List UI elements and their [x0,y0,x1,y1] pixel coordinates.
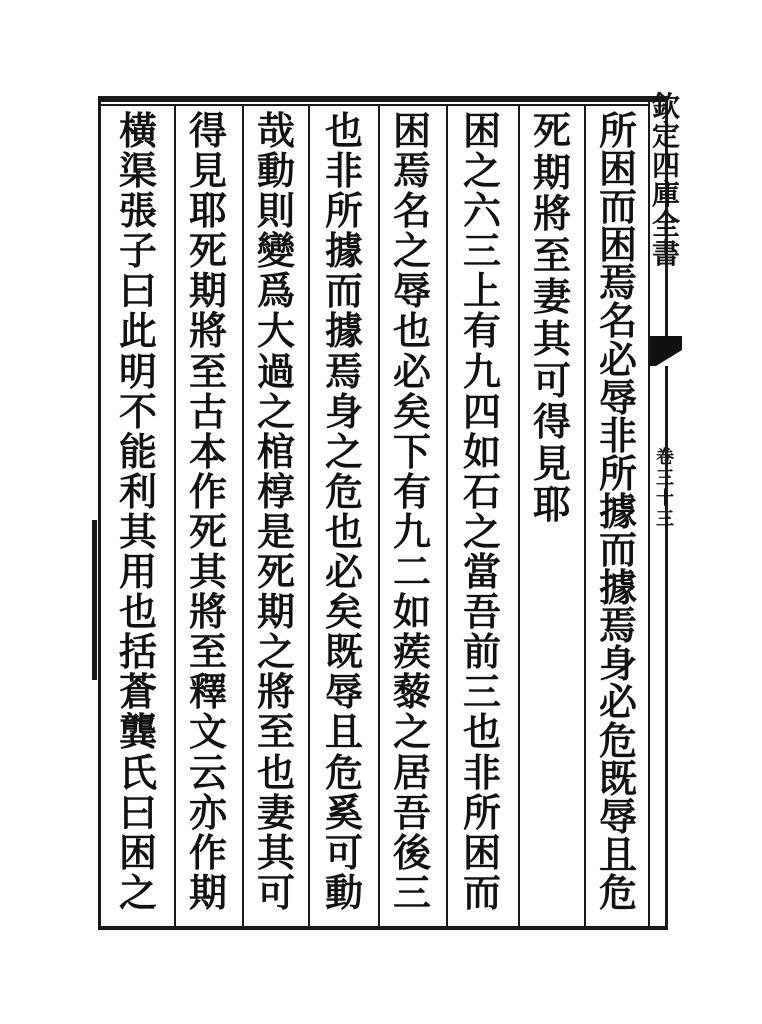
character: 庫 [651,178,680,212]
column-rule [518,106,520,926]
book-title [650,92,682,268]
character: 大 [256,308,295,354]
character: 三 [656,509,674,531]
character: 之 [462,508,501,554]
character: 是 [256,508,295,554]
character: 見 [188,148,227,194]
character: 也 [324,508,363,554]
text-column-1 [588,108,648,915]
character: 焉 [598,260,637,306]
character: 文 [188,709,227,755]
column-rule [308,106,310,926]
character: 辱 [598,793,637,839]
character: 而 [598,184,637,230]
binding-mark [92,520,97,680]
character: 用 [118,549,157,595]
character: 後 [392,829,431,875]
character: 書 [651,236,680,270]
character: 妻 [256,789,295,835]
character: 死 [532,108,571,153]
character: 且 [324,709,363,755]
character: 將 [256,669,295,715]
column-rule [174,106,176,926]
character: 四 [462,388,501,434]
character: 過 [256,348,295,394]
character: 之 [256,388,295,434]
character: 之 [324,428,363,474]
character: 也 [324,108,363,153]
character: 橫 [118,108,157,153]
character: 據 [324,228,363,274]
character: 死 [188,228,227,274]
character: 也 [462,709,501,755]
text-column-7 [178,108,238,915]
character: 之 [392,709,431,755]
character: 四 [651,148,680,182]
character: 將 [188,589,227,635]
character: 妻 [532,274,571,320]
character: 不 [118,388,157,434]
character: 且 [598,831,637,877]
character: 其 [532,315,571,361]
character: 困 [392,108,431,153]
character: 變 [256,228,295,274]
left-border [98,96,101,930]
character: 則 [256,188,295,234]
character: 棺 [256,428,295,474]
character: 動 [324,869,363,915]
character: 既 [598,755,637,801]
character: 辱 [324,669,363,715]
character: 必 [392,348,431,394]
character: 耶 [188,188,227,234]
character: 期 [188,268,227,314]
character: 名 [392,188,431,234]
character: 至 [256,709,295,755]
character: 六 [462,188,501,234]
volume-number [650,448,680,531]
character: 矣 [392,388,431,434]
column-rule [584,106,586,926]
character: 所 [598,108,637,153]
character: 焉 [598,603,637,649]
character: 必 [598,679,637,725]
character: 動 [256,148,295,194]
character: 哉 [256,108,295,153]
character: 困 [118,829,157,875]
character: 如 [462,428,501,474]
character: 焉 [324,348,363,394]
character: 定 [651,119,680,153]
character: 如 [392,589,431,635]
character: 亦 [188,789,227,835]
character: 椁 [256,468,295,514]
top-border-inner [98,104,650,106]
character: 可 [532,357,571,403]
character: 下 [392,428,431,474]
character: 期 [256,589,295,635]
text-column-6 [246,108,306,915]
character: 前 [462,629,501,675]
character: 可 [324,829,363,875]
character: 曰 [118,789,157,835]
character: 耶 [532,482,571,528]
character: 身 [598,641,637,687]
character: 也 [392,308,431,354]
character: 期 [532,149,571,195]
character: 蒺 [392,629,431,675]
character: 子 [118,228,157,274]
fish-tail-mark [650,336,682,366]
character: 居 [392,749,431,795]
character: 渠 [118,148,157,194]
character: 死 [256,549,295,595]
character: 作 [188,829,227,875]
character: 而 [462,869,501,915]
character: 利 [118,468,157,514]
text-column-5 [314,108,374,915]
character: 九 [462,348,501,394]
character: 蒼 [118,669,157,715]
character: 所 [324,188,363,234]
character: 困 [598,146,637,192]
character: 危 [324,749,363,795]
character: 死 [188,508,227,554]
character: 古 [188,388,227,434]
character: 矣 [324,589,363,635]
character: 之 [256,629,295,675]
character: 至 [532,232,571,278]
character: 至 [188,348,227,394]
character: 必 [324,549,363,595]
character: 必 [598,336,637,382]
character: 至 [188,629,227,675]
character: 氏 [118,749,157,795]
character: 困 [462,108,501,153]
column-rule [378,106,380,926]
character: 而 [598,527,637,573]
character: 此 [118,308,157,354]
character: 九 [392,508,431,554]
character: 危 [598,869,637,915]
character: 有 [462,308,501,354]
character: 期 [188,869,227,915]
character: 之 [118,869,157,915]
character: 三 [392,869,431,915]
character: 辱 [392,268,431,314]
character: 全 [651,207,680,241]
character: 困 [598,222,637,268]
character: 可 [256,869,295,915]
character: 作 [188,468,227,514]
text-column-3 [452,108,512,915]
character: 奚 [324,789,363,835]
character: 石 [462,468,501,514]
character: 吾 [392,789,431,835]
character: 非 [324,148,363,194]
character: 焉 [392,148,431,194]
character: 所 [462,789,501,835]
character: 張 [118,188,157,234]
character: 據 [598,488,637,534]
character: 三 [462,669,501,715]
character: 將 [188,308,227,354]
character: 能 [118,428,157,474]
character: 藜 [392,669,431,715]
character: 十 [656,488,674,510]
column-rule [446,106,448,926]
text-column-2 [522,108,582,912]
character: 非 [462,749,501,795]
character: 也 [118,589,157,635]
character: 既 [324,629,363,675]
character: 云 [188,749,227,795]
character: 將 [532,191,571,237]
character: 見 [532,440,571,486]
character: 本 [188,428,227,474]
character: 龔 [118,709,157,755]
character: 欽 [651,90,680,123]
character: 其 [256,829,295,875]
character: 危 [324,468,363,514]
character: 上 [462,268,501,314]
character: 三 [462,228,501,274]
character: 三 [656,467,674,489]
character: 當 [462,549,501,595]
character: 名 [598,298,637,344]
character: 二 [392,549,431,595]
character: 據 [324,308,363,354]
character: 之 [392,228,431,274]
column-rule [242,106,244,926]
character: 之 [462,148,501,194]
character: 其 [118,508,157,554]
top-border [98,96,668,102]
character: 釋 [188,669,227,715]
character: 困 [462,829,501,875]
character: 明 [118,348,157,394]
character: 其 [188,549,227,595]
text-column-4 [382,108,442,915]
character: 據 [598,565,637,611]
character: 得 [532,399,571,445]
character: 辱 [598,374,637,420]
text-column-8 [108,108,168,915]
character: 括 [118,629,157,675]
character: 危 [598,717,637,763]
character: 所 [598,450,637,496]
character: 有 [392,468,431,514]
character: 身 [324,388,363,434]
character: 也 [256,749,295,795]
character: 得 [188,108,227,153]
character: 卷 [656,447,674,468]
character: 吾 [462,589,501,635]
character: 非 [598,412,637,458]
character: 爲 [256,268,295,314]
character: 曰 [118,268,157,314]
bottom-border [98,926,668,930]
character: 而 [324,268,363,314]
